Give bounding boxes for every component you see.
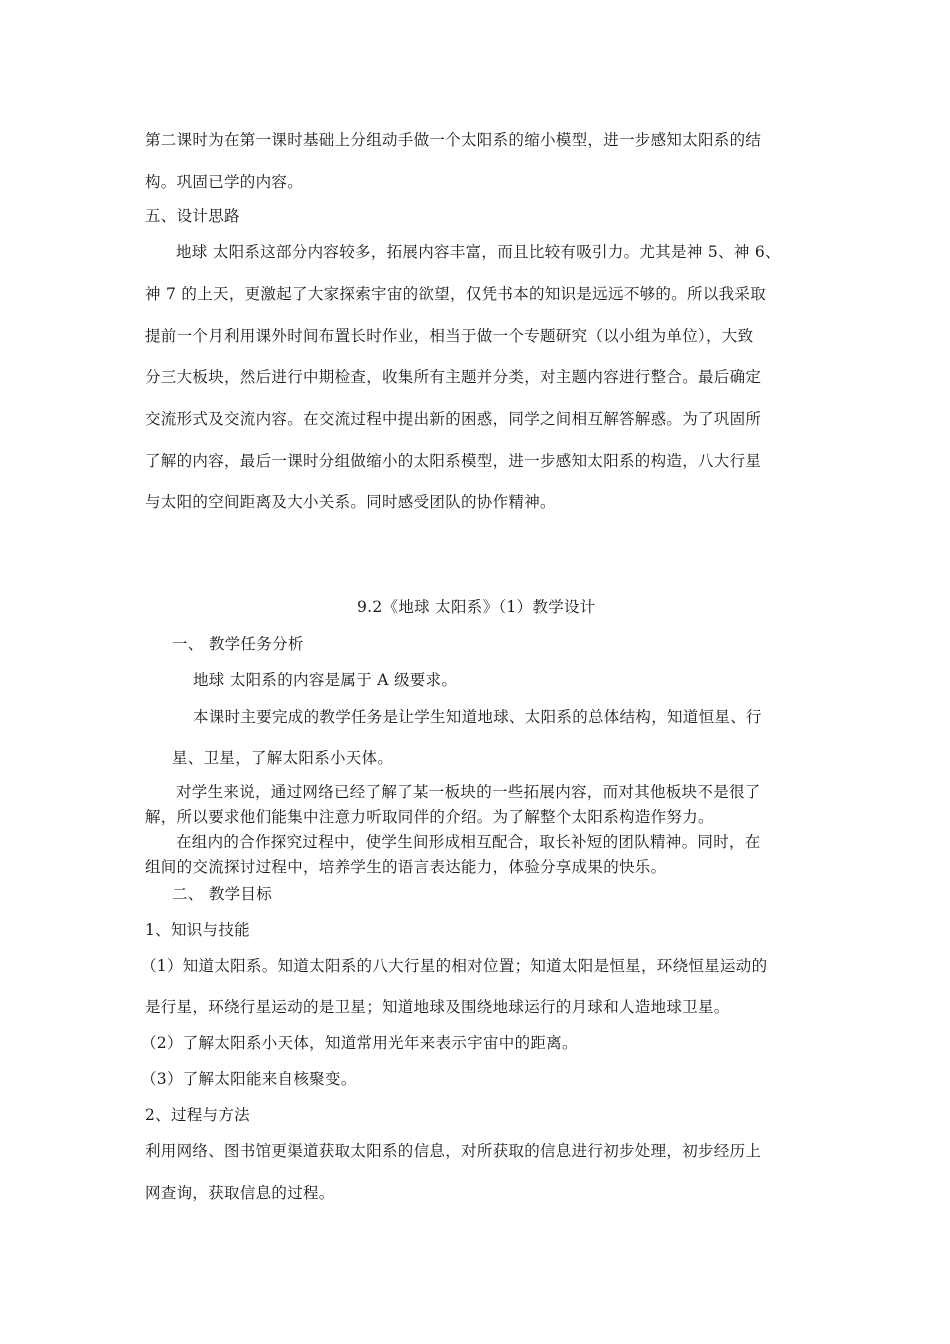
subsection-heading: 1、知识与技能 xyxy=(145,921,250,939)
subsection-heading: 2、过程与方法 xyxy=(145,1106,250,1124)
paragraph-line: 本课时主要完成的教学任务是让学生知道地球、太阳系的总体结构，知道恒星、行 xyxy=(193,708,762,726)
paragraph-line: 解，所以要求他们能集中注意力听取同伴的介绍。为了解整个太阳系构造作努力。 xyxy=(145,808,714,826)
list-item: （1）知道太阳系。知道太阳系的八大行星的相对位置；知道太阳是恒星，环绕恒星运动的 xyxy=(141,957,768,975)
list-item: （2）了解太阳系小天体，知道常用光年来表示宇宙中的距离。 xyxy=(141,1034,578,1052)
paragraph-line: 地球 太阳系的内容是属于 A 级要求。 xyxy=(193,671,458,689)
document-title: 9.2《地球 太阳系》（1）教学设计 xyxy=(357,598,596,616)
paragraph-line: 网查询，获取信息的过程。 xyxy=(145,1184,335,1202)
list-item: （3）了解太阳能来自核聚变。 xyxy=(141,1070,357,1088)
section-heading: 二、 教学目标 xyxy=(172,885,273,903)
section-heading: 五、设计思路 xyxy=(145,207,240,225)
paragraph-line: 第二课时为在第一课时基础上分组动手做一个太阳系的缩小模型，进一步感知太阳系的结 xyxy=(145,131,762,149)
list-item: 是行星，环绕行星运动的是卫星；知道地球及围绕地球运行的月球和人造地球卫星。 xyxy=(145,998,730,1016)
paragraph-line: 神 7 的上天，更激起了大家探索宇宙的欲望，仅凭书本的知识是远远不够的。所以我采取 xyxy=(145,285,767,303)
paragraph-line: 与太阳的空间距离及大小关系。同时感受团队的协作精神。 xyxy=(145,493,556,511)
paragraph-line: 在组内的合作探究过程中，使学生间形成相互配合，取长补短的团队精神。同时，在 xyxy=(176,833,761,851)
paragraph-line: 了解的内容，最后一课时分组做缩小的太阳系模型，进一步感知太阳系的构造，八大行星 xyxy=(145,452,762,470)
paragraph-line: 分三大板块，然后进行中期检查，收集所有主题并分类，对主题内容进行整合。最后确定 xyxy=(145,368,762,386)
paragraph-line: 利用网络、图书馆更渠道获取太阳系的信息，对所获取的信息进行初步处理，初步经历上 xyxy=(145,1142,762,1160)
paragraph-line: 构。巩固已学的内容。 xyxy=(145,173,304,191)
paragraph-line: 地球 太阳系这部分内容较多，拓展内容丰富，而且比较有吸引力。尤其是神 5、神 6、 xyxy=(176,243,781,261)
paragraph-line: 交流形式及交流内容。在交流过程中提出新的困惑，同学之间相互解答解惑。为了巩固所 xyxy=(145,410,762,428)
paragraph-line: 组间的交流探讨过程中，培养学生的语言表达能力，体验分享成果的快乐。 xyxy=(145,858,667,876)
paragraph-line: 提前一个月利用课外时间布置长时作业，相当于做一个专题研究（以小组为单位），大致 xyxy=(145,327,754,345)
paragraph-line: 对学生来说，通过网络已经了解了某一板块的一些拓展内容，而对其他板块不是很了 xyxy=(176,783,761,801)
section-heading: 一、 教学任务分析 xyxy=(172,635,304,653)
paragraph-line: 星、卫星，了解太阳系小天体。 xyxy=(172,749,394,767)
